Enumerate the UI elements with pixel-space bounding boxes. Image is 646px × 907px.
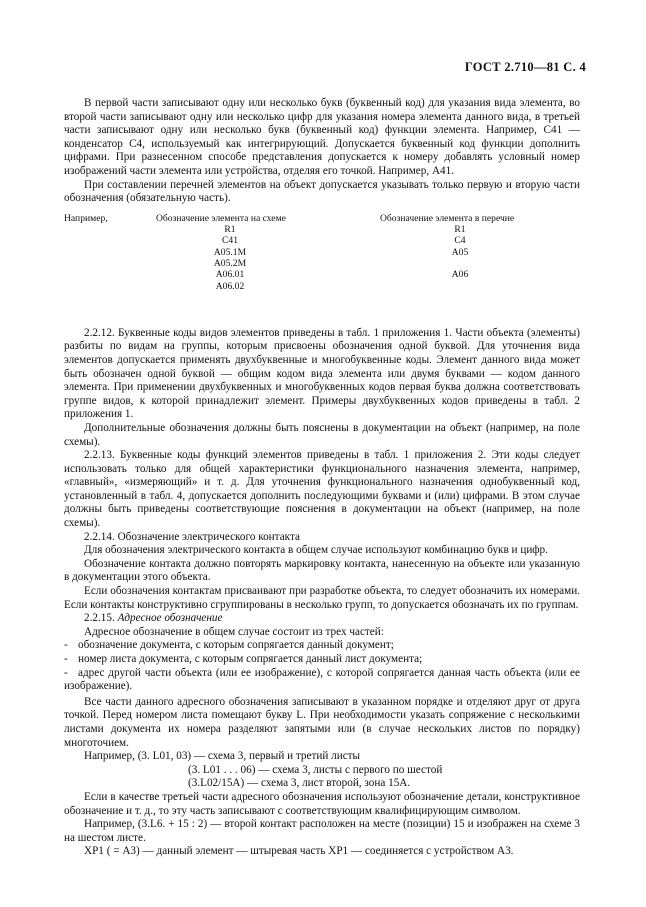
address-examples — [64, 750, 580, 791]
table-cell: A06.01 — [215, 269, 245, 281]
table-header-scheme: Обозначение элемента на схеме — [156, 212, 286, 224]
table-cell — [440, 281, 480, 292]
paragraph: Для обозначения электрического контакта в общем случае используют комбинацию букв и цифр. — [84, 544, 548, 557]
paragraph: Дополнительные обозначения должны быть пояснены в документации на объект (например, на поле схемы). — [64, 421, 580, 448]
dash-marker: - — [64, 639, 68, 652]
example-line: (3. L01 . . . 06) — схема 3, листы с первого по шестой — [188, 763, 443, 776]
section-title: Адресное обозначение — [117, 612, 223, 625]
table-column-list — [440, 224, 480, 292]
list-item-text: обозначение документа, с которым сопрягается данный документ; — [78, 639, 394, 652]
designation-example-table — [64, 213, 580, 319]
address-parts-list — [64, 639, 580, 693]
list-item — [64, 639, 580, 653]
table-lead: Например, — [64, 212, 108, 224]
paragraph: Если в качестве третьей части адресного обозначения используют обозначение детали, конструктивное обозначение и т. д., то эту часть записывают с соответствующим квалифицирующим символом. — [64, 790, 580, 817]
dash-marker: - — [64, 666, 68, 679]
document-body — [64, 97, 580, 859]
table-cell: A05.2M — [213, 257, 247, 269]
list-item-text: адрес другой части объекта (или ее изображение), с которой сопрягается данная часть объекта (или ее изображение). — [64, 666, 580, 693]
section-heading-2-2-15 — [64, 612, 580, 626]
paragraph: Например, (3.L6. + 15 : 2) — второй контакт расположен на месте (позиции) 15 и изображен на схеме 3 на шестом листе. — [64, 818, 580, 844]
page-header: ГОСТ 2.710—81 С. 4 — [464, 60, 586, 74]
table-cell: C4 — [454, 235, 466, 247]
paragraph-2-2-12: 2.2.12. Буквенные коды видов элементов приведены в табл. 1 приложения 1. Части объекта (элементы) разбиты по видам на группы, которым присвоены обозначения одной буквой. Для уточнения вида элементов допускается применять двухбуквенные и многобуквенные коды. Элемент данного вида может быть обозначен одной буквой — общим кодом вида элемента или двумя буквами — кодом данного элемента. При применении двухбуквенных и многобуквенных кодов первая буква должна соответствовать группе видов, к которой принадлежит элемент. Примеры двухбуквенных кодов приведены в табл. 2 приложения 1. — [64, 326, 580, 421]
paragraph: Обозначение контакта должно повторять маркировку контакта, нанесенную на объекте или указанную в документации этого объекта. — [64, 557, 580, 584]
list-item — [64, 653, 580, 667]
paragraph: Все части данного адресного обозначения записывают в указанном порядке и отделяют друг от друга точкой. Перед номером листа помещают букву L. При необходимости указать сопряжение с несколькими листами документа их номера разделяют запятыми или (в случае нескольких листов по порядку) многоточием. — [64, 695, 580, 749]
table-cell — [440, 258, 480, 269]
table-column-scheme — [210, 224, 250, 292]
table-cell: A06 — [451, 269, 469, 281]
example-line: (3.L02/15A) — схема 3, лист второй, зона 15А. — [188, 777, 411, 790]
table-cell: C41 — [222, 235, 238, 247]
table-header-list: Обозначение элемента в перечне — [380, 212, 515, 224]
section-number: 2.2.15. — [84, 612, 115, 625]
table-cell: A05 — [451, 246, 469, 258]
paragraph: XP1 ( = А3) — данный элемент — штыревая часть XP1 — соединяется с устройством А3. — [84, 845, 514, 858]
list-item-text: номер листа документа, с которым сопрягается данный лист документа; — [78, 653, 423, 665]
paragraph: Если обозначения контактам присваивают при разработке объекта, то следует обозначить их номерами. Если контакты конструктивно сгруппированы в несколько групп, то допускается обозначать их по группам. — [64, 585, 580, 611]
paragraph: При составлении перечней элементов на объект допускается указывать только первую и вторую части обозначения (обязательную часть). — [64, 178, 580, 205]
paragraph: Адресное обозначение в общем случае состоит из трех частей: — [84, 625, 384, 638]
list-item — [64, 667, 580, 694]
dash-marker: - — [64, 653, 68, 665]
example-line: Например, (3. L01, 03) — схема 3, первый и третий листы — [84, 750, 361, 763]
table-cell: A05.1M — [213, 246, 247, 258]
section-heading-2-2-14: 2.2.14. Обозначение электрического контакта — [84, 530, 300, 543]
table-cell: R1 — [454, 223, 466, 235]
paragraph-2-2-13: 2.2.13. Буквенные коды функций элементов приведены в табл. 1 приложения 2. Эти коды следует использовать только для общей характеристики функционального назначения элемента, например, «главный», «измеряющий» и т. д. Для уточнения функционального назначения однобуквенный код, установленный в табл. 4, допускается дополнить последующими буквами и (или) цифрами. В этом случае должны быть приведены соответствующие пояснения в документации на объект (например, на поле схемы). — [64, 449, 580, 530]
table-cell: R1 — [224, 223, 236, 235]
paragraph: В первой части записывают одну или несколько букв (буквенный код) для указания вида элемента, во второй части записывают одну или несколько цифр для указания номера элемента данного вида, в третьей части записывают одну или несколько букв (буквенный код) функции элемента. Например, С41 — конденсатор С4, используемый как интегрирующий. Допускается буквенный код функции дополнить цифрами. При разнесенном способе представления допускается к номеру добавлять условный номер изображений части элемента или устройства, отделяя его точкой. Например, А41. — [64, 97, 580, 177]
table-cell: A06.02 — [215, 280, 245, 292]
